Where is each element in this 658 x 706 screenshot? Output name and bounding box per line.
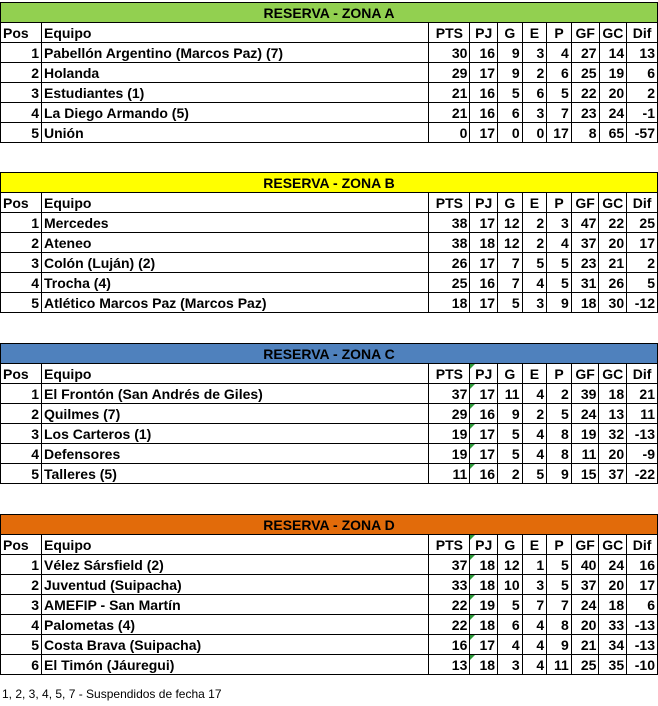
cell-pj: 17	[470, 444, 498, 464]
table-row	[1, 384, 658, 404]
cell-pj: 16	[470, 273, 498, 293]
cell-p: 5	[547, 575, 572, 595]
cell-gf: 37	[571, 233, 599, 253]
cell-pos: 3	[1, 253, 42, 273]
cell-team: Unión	[41, 123, 428, 143]
cell-g: 4	[498, 635, 523, 655]
header-gf: GF	[571, 193, 599, 213]
cell-pts: 38	[429, 233, 470, 253]
cell-e: 2	[522, 233, 547, 253]
cell-team: El Frontón (San Andrés de Giles)	[41, 384, 428, 404]
cell-pos: 2	[1, 575, 42, 595]
header-dif: Dif	[627, 364, 658, 384]
header-gc: GC	[599, 193, 627, 213]
cell-pj: 18	[470, 555, 498, 575]
cell-pos: 2	[1, 233, 42, 253]
cell-pj: 16	[470, 103, 498, 123]
cell-pos: 5	[1, 293, 42, 313]
cell-pts: 22	[429, 595, 470, 615]
cell-gc: 22	[599, 213, 627, 233]
cell-dif: -13	[627, 424, 658, 444]
table-row	[1, 213, 658, 233]
cell-p: 8	[547, 615, 572, 635]
cell-g: 9	[498, 63, 523, 83]
zone-title: RESERVA - ZONA A	[1, 3, 658, 23]
cell-pos: 3	[1, 595, 42, 615]
cell-pts: 16	[429, 635, 470, 655]
header-p: P	[547, 23, 572, 43]
cell-p: 5	[547, 273, 572, 293]
cell-p: 8	[547, 444, 572, 464]
header-e: E	[522, 535, 547, 555]
cell-gf: 31	[571, 273, 599, 293]
cell-pj: 17	[470, 213, 498, 233]
cell-pj: 16	[470, 404, 498, 424]
cell-pts: 21	[429, 83, 470, 103]
cell-pts: 25	[429, 273, 470, 293]
cell-g: 5	[498, 293, 523, 313]
zone-title: RESERVA - ZONA C	[1, 344, 658, 364]
table-row	[1, 293, 658, 313]
header-dif: Dif	[627, 23, 658, 43]
zone-a-table	[0, 2, 658, 143]
cell-dif: 2	[627, 83, 658, 103]
cell-pos: 5	[1, 123, 42, 143]
cell-dif: 6	[627, 63, 658, 83]
header-g: G	[498, 535, 523, 555]
cell-g: 0	[498, 123, 523, 143]
cell-g: 12	[498, 233, 523, 253]
cell-team: Costa Brava (Suipacha)	[41, 635, 428, 655]
cell-e: 4	[522, 424, 547, 444]
cell-pos: 4	[1, 444, 42, 464]
header-gc: GC	[599, 364, 627, 384]
cell-p: 4	[547, 43, 572, 63]
table-row	[1, 43, 658, 63]
cell-g: 6	[498, 103, 523, 123]
cell-p: 17	[547, 123, 572, 143]
cell-pos: 6	[1, 655, 42, 675]
cell-dif: 5	[627, 273, 658, 293]
cell-gf: 19	[571, 424, 599, 444]
cell-gf: 39	[571, 384, 599, 404]
cell-gc: 18	[599, 595, 627, 615]
zone-c-table	[0, 343, 658, 484]
cell-p: 11	[547, 655, 572, 675]
table-row	[1, 635, 658, 655]
cell-pj: 17	[470, 293, 498, 313]
cell-dif: 21	[627, 384, 658, 404]
cell-pts: 29	[429, 404, 470, 424]
cell-gf: 8	[571, 123, 599, 143]
table-row	[1, 83, 658, 103]
cell-e: 2	[522, 63, 547, 83]
cell-gf: 20	[571, 615, 599, 635]
cell-gf: 47	[571, 213, 599, 233]
header-g: G	[498, 193, 523, 213]
cell-gc: 19	[599, 63, 627, 83]
cell-e: 4	[522, 635, 547, 655]
cell-e: 1	[522, 555, 547, 575]
cell-g: 9	[498, 404, 523, 424]
cell-team: Mercedes	[41, 213, 428, 233]
header-p: P	[547, 364, 572, 384]
table-row	[1, 595, 658, 615]
header-pts: PTS	[429, 364, 470, 384]
cell-dif: -12	[627, 293, 658, 313]
cell-pj: 17	[470, 635, 498, 655]
cell-g: 6	[498, 615, 523, 635]
cell-g: 5	[498, 424, 523, 444]
cell-e: 5	[522, 464, 547, 484]
cell-g: 12	[498, 555, 523, 575]
cell-p: 9	[547, 635, 572, 655]
cell-pos: 3	[1, 424, 42, 444]
cell-e: 6	[522, 83, 547, 103]
cell-pts: 11	[429, 464, 470, 484]
cell-team: El Timón (Jáuregui)	[41, 655, 428, 675]
cell-pos: 1	[1, 384, 42, 404]
header-pos: Pos	[1, 364, 42, 384]
cell-pos: 4	[1, 615, 42, 635]
cell-pts: 13	[429, 655, 470, 675]
cell-pj: 18	[470, 615, 498, 635]
cell-dif: 17	[627, 575, 658, 595]
cell-pts: 37	[429, 384, 470, 404]
cell-pj: 17	[470, 253, 498, 273]
cell-team: Los Carteros (1)	[41, 424, 428, 444]
header-pos: Pos	[1, 535, 42, 555]
cell-team: Palometas (4)	[41, 615, 428, 635]
cell-g: 3	[498, 655, 523, 675]
cell-dif: 25	[627, 213, 658, 233]
cell-team: Vélez Sársfield (2)	[41, 555, 428, 575]
header-g: G	[498, 23, 523, 43]
cell-team: Holanda	[41, 63, 428, 83]
cell-pos: 5	[1, 635, 42, 655]
header-pos: Pos	[1, 23, 42, 43]
header-pj: PJ	[470, 193, 498, 213]
cell-pj: 19	[470, 595, 498, 615]
standings-table	[0, 2, 658, 143]
cell-team: AMEFIP - San Martín	[41, 595, 428, 615]
cell-pj: 18	[470, 575, 498, 595]
cell-g: 9	[498, 43, 523, 63]
cell-g: 2	[498, 464, 523, 484]
cell-team: Juventud (Suipacha)	[41, 575, 428, 595]
cell-gf: 11	[571, 444, 599, 464]
cell-pj: 17	[470, 63, 498, 83]
cell-e: 7	[522, 595, 547, 615]
cell-gc: 20	[599, 233, 627, 253]
cell-pts: 37	[429, 555, 470, 575]
table-row	[1, 273, 658, 293]
cell-gc: 26	[599, 273, 627, 293]
cell-pts: 33	[429, 575, 470, 595]
cell-gc: 24	[599, 103, 627, 123]
cell-p: 6	[547, 63, 572, 83]
standings-table	[0, 514, 658, 675]
table-row	[1, 123, 658, 143]
cell-p: 5	[547, 83, 572, 103]
cell-gf: 15	[571, 464, 599, 484]
table-row	[1, 444, 658, 464]
table-row	[1, 424, 658, 444]
table-row	[1, 103, 658, 123]
cell-e: 3	[522, 43, 547, 63]
cell-pts: 30	[429, 43, 470, 63]
cell-team: La Diego Armando (5)	[41, 103, 428, 123]
header-team: Equipo	[41, 23, 428, 43]
cell-pts: 21	[429, 103, 470, 123]
header-p: P	[547, 535, 572, 555]
cell-gc: 24	[599, 555, 627, 575]
cell-team: Colón (Luján) (2)	[41, 253, 428, 273]
header-e: E	[522, 23, 547, 43]
cell-pos: 4	[1, 103, 42, 123]
cell-dif: -9	[627, 444, 658, 464]
table-row	[1, 555, 658, 575]
cell-e: 3	[522, 293, 547, 313]
cell-team: Atlético Marcos Paz (Marcos Paz)	[41, 293, 428, 313]
cell-pj: 18	[470, 233, 498, 253]
cell-gf: 18	[571, 293, 599, 313]
cell-gc: 37	[599, 464, 627, 484]
cell-g: 12	[498, 213, 523, 233]
cell-team: Quilmes (7)	[41, 404, 428, 424]
table-row	[1, 615, 658, 635]
cell-gf: 24	[571, 404, 599, 424]
zone-title: RESERVA - ZONA B	[1, 173, 658, 193]
cell-e: 4	[522, 615, 547, 635]
cell-e: 0	[522, 123, 547, 143]
cell-e: 2	[522, 404, 547, 424]
header-gf: GF	[571, 535, 599, 555]
cell-pts: 29	[429, 63, 470, 83]
cell-g: 5	[498, 444, 523, 464]
cell-p: 5	[547, 555, 572, 575]
cell-pos: 3	[1, 83, 42, 103]
cell-dif: 6	[627, 595, 658, 615]
cell-pts: 38	[429, 213, 470, 233]
cell-p: 4	[547, 233, 572, 253]
cell-gc: 30	[599, 293, 627, 313]
cell-pos: 1	[1, 555, 42, 575]
header-pos: Pos	[1, 193, 42, 213]
header-team: Equipo	[41, 193, 428, 213]
standings-table	[0, 343, 658, 484]
cell-e: 4	[522, 384, 547, 404]
cell-dif: -10	[627, 655, 658, 675]
cell-gf: 27	[571, 43, 599, 63]
cell-g: 10	[498, 575, 523, 595]
cell-gf: 23	[571, 253, 599, 273]
header-team: Equipo	[41, 364, 428, 384]
table-row	[1, 253, 658, 273]
cell-p: 2	[547, 384, 572, 404]
cell-e: 4	[522, 655, 547, 675]
cell-gc: 34	[599, 635, 627, 655]
header-pts: PTS	[429, 23, 470, 43]
cell-gc: 13	[599, 404, 627, 424]
cell-e: 2	[522, 213, 547, 233]
header-dif: Dif	[627, 193, 658, 213]
header-dif: Dif	[627, 535, 658, 555]
footnote: 1, 2, 3, 4, 5, 7 - Suspendidos de fecha 17	[2, 687, 222, 701]
cell-pj: 17	[470, 123, 498, 143]
cell-team: Estudiantes (1)	[41, 83, 428, 103]
cell-gf: 37	[571, 575, 599, 595]
cell-pj: 17	[470, 424, 498, 444]
cell-pos: 2	[1, 63, 42, 83]
cell-gc: 20	[599, 83, 627, 103]
cell-dif: 17	[627, 233, 658, 253]
cell-g: 11	[498, 384, 523, 404]
cell-gf: 21	[571, 635, 599, 655]
header-gc: GC	[599, 23, 627, 43]
cell-g: 5	[498, 83, 523, 103]
cell-pj: 16	[470, 464, 498, 484]
cell-pj: 16	[470, 43, 498, 63]
cell-dif: 13	[627, 43, 658, 63]
cell-gc: 32	[599, 424, 627, 444]
header-gf: GF	[571, 364, 599, 384]
cell-gc: 14	[599, 43, 627, 63]
cell-gf: 25	[571, 63, 599, 83]
cell-e: 4	[522, 273, 547, 293]
cell-dif: 16	[627, 555, 658, 575]
cell-e: 4	[522, 444, 547, 464]
zone-title: RESERVA - ZONA D	[1, 515, 658, 535]
cell-gf: 23	[571, 103, 599, 123]
cell-pos: 1	[1, 43, 42, 63]
table-row	[1, 404, 658, 424]
header-gc: GC	[599, 535, 627, 555]
cell-team: Talleres (5)	[41, 464, 428, 484]
cell-pos: 1	[1, 213, 42, 233]
table-row	[1, 655, 658, 675]
cell-e: 3	[522, 575, 547, 595]
cell-dif: -22	[627, 464, 658, 484]
zone-d-table	[0, 514, 658, 675]
cell-p: 9	[547, 464, 572, 484]
cell-gc: 18	[599, 384, 627, 404]
header-e: E	[522, 364, 547, 384]
header-pts: PTS	[429, 193, 470, 213]
cell-g: 5	[498, 595, 523, 615]
cell-p: 5	[547, 253, 572, 273]
cell-pos: 4	[1, 273, 42, 293]
cell-gc: 21	[599, 253, 627, 273]
table-row	[1, 464, 658, 484]
cell-pts: 26	[429, 253, 470, 273]
cell-team: Trocha (4)	[41, 273, 428, 293]
cell-dif: -13	[627, 615, 658, 635]
cell-team: Defensores	[41, 444, 428, 464]
table-row	[1, 63, 658, 83]
cell-gc: 20	[599, 575, 627, 595]
cell-p: 3	[547, 213, 572, 233]
header-e: E	[522, 193, 547, 213]
header-pj: PJ	[470, 535, 498, 555]
cell-dif: -13	[627, 635, 658, 655]
cell-pj: 18	[470, 655, 498, 675]
cell-pts: 0	[429, 123, 470, 143]
cell-g: 7	[498, 273, 523, 293]
cell-dif: -57	[627, 123, 658, 143]
cell-pts: 18	[429, 293, 470, 313]
cell-pos: 5	[1, 464, 42, 484]
header-p: P	[547, 193, 572, 213]
cell-pts: 22	[429, 615, 470, 635]
cell-gf: 24	[571, 595, 599, 615]
table-row	[1, 233, 658, 253]
cell-p: 5	[547, 404, 572, 424]
header-pj: PJ	[470, 364, 498, 384]
cell-g: 7	[498, 253, 523, 273]
header-pj: PJ	[470, 23, 498, 43]
cell-dif: 2	[627, 253, 658, 273]
cell-team: Ateneo	[41, 233, 428, 253]
table-row	[1, 575, 658, 595]
header-pts: PTS	[429, 535, 470, 555]
header-team: Equipo	[41, 535, 428, 555]
cell-pos: 2	[1, 404, 42, 424]
cell-pj: 17	[470, 384, 498, 404]
cell-gc: 65	[599, 123, 627, 143]
cell-gc: 33	[599, 615, 627, 635]
cell-gf: 25	[571, 655, 599, 675]
cell-dif: 11	[627, 404, 658, 424]
cell-p: 8	[547, 424, 572, 444]
cell-e: 5	[522, 253, 547, 273]
zone-b-table	[0, 172, 658, 313]
header-gf: GF	[571, 23, 599, 43]
cell-p: 7	[547, 595, 572, 615]
cell-gc: 35	[599, 655, 627, 675]
cell-p: 9	[547, 293, 572, 313]
cell-dif: -1	[627, 103, 658, 123]
cell-gc: 20	[599, 444, 627, 464]
cell-pj: 16	[470, 83, 498, 103]
cell-e: 3	[522, 103, 547, 123]
standings-table	[0, 172, 658, 313]
cell-pts: 19	[429, 424, 470, 444]
header-g: G	[498, 364, 523, 384]
cell-gf: 22	[571, 83, 599, 103]
cell-gf: 40	[571, 555, 599, 575]
cell-pts: 19	[429, 444, 470, 464]
cell-p: 7	[547, 103, 572, 123]
cell-team: Pabellón Argentino (Marcos Paz) (7)	[41, 43, 428, 63]
